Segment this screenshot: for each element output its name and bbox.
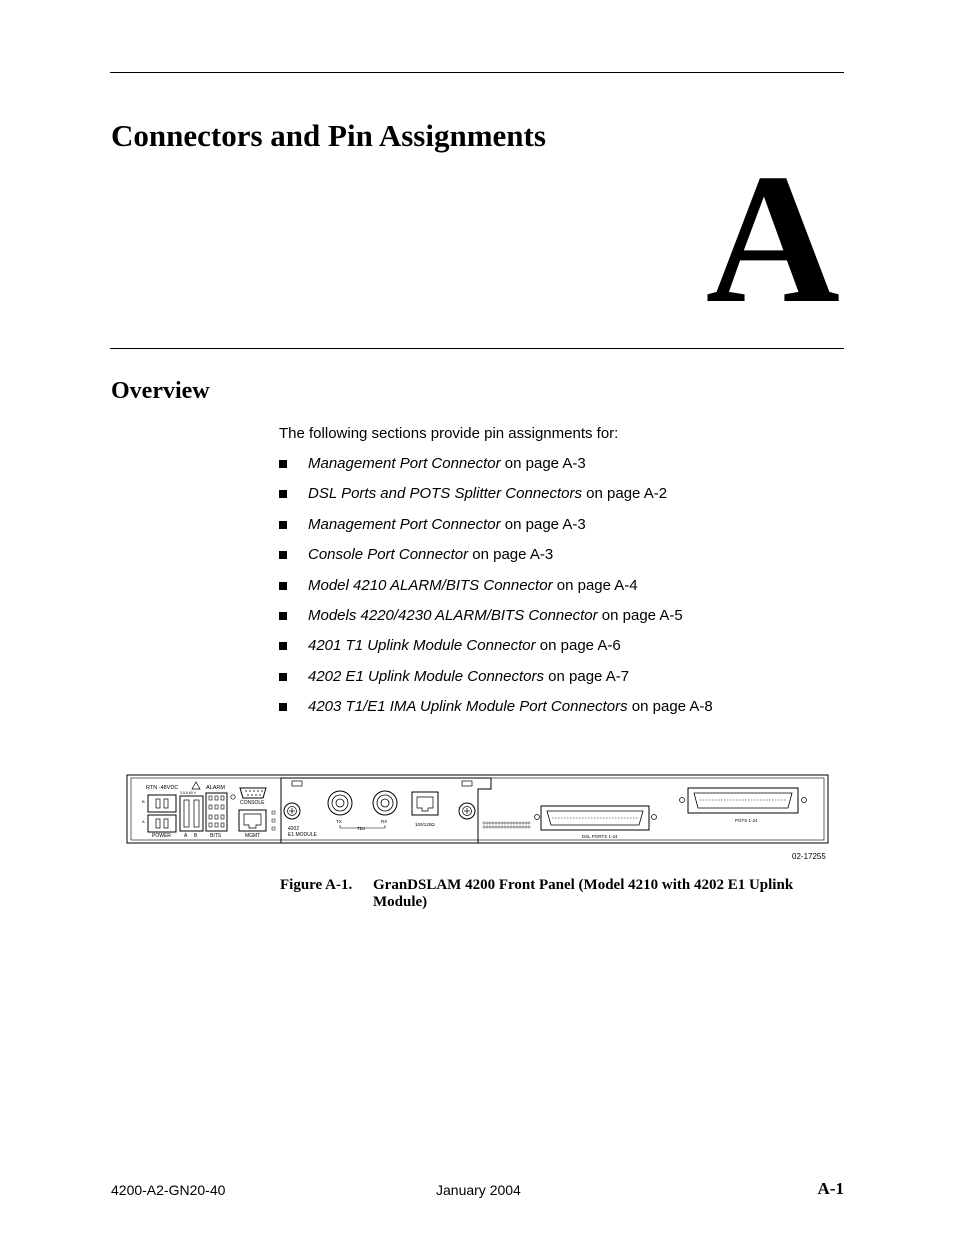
square-bullet-icon: [279, 642, 287, 650]
list-item: [279, 668, 713, 698]
cross-reference-link[interactable]: Models 4220/4230 ALARM/BITS Connector: [308, 606, 598, 624]
console-port: [240, 788, 266, 798]
power-header-label: RTN -48VDC: [146, 785, 179, 791]
svg-text:A: A: [142, 819, 145, 824]
dsl-led-array: [483, 822, 530, 828]
list-item: [279, 698, 713, 728]
console-label: CONSOLE: [240, 800, 265, 806]
square-bullet-icon: [279, 460, 287, 468]
list-item: [279, 516, 713, 546]
cross-reference-link[interactable]: Management Port Connector: [308, 515, 501, 533]
cross-reference-link[interactable]: DSL Ports and POTS Splitter Connectors: [308, 485, 583, 503]
chapter-rule: [110, 348, 844, 349]
fuse-label: 3.0 A 60 V: [180, 791, 196, 795]
list-item: [279, 637, 713, 667]
impedance-label: 100/120Ω: [415, 822, 435, 827]
page-reference: on page A-5: [597, 606, 683, 624]
mgmt-label: MGMT: [245, 833, 261, 839]
warning-triangle-icon: [192, 782, 200, 789]
square-bullet-icon: [279, 612, 287, 620]
square-bullet-icon: [279, 551, 287, 559]
footer-doc-number: 4200-A2-GN20-40: [111, 1182, 226, 1198]
fuse-holder: [180, 796, 203, 831]
section-title: Overview: [111, 378, 210, 404]
top-rule: [110, 72, 844, 73]
cross-reference-link[interactable]: Model 4210 ALARM/BITS Connector: [308, 576, 553, 594]
intro-text: The following sections provide pin assignments for:: [279, 425, 619, 442]
page-reference: on page A-4: [552, 576, 638, 594]
page-reference: on page A-3: [500, 455, 586, 472]
module-model-label: 4202: [288, 826, 300, 832]
list-item: [279, 607, 713, 637]
figure-caption-label: Figure A-1.: [280, 877, 353, 893]
page-reference: on page A-7: [543, 667, 630, 685]
square-bullet-icon: [279, 490, 287, 498]
list-item: [279, 577, 713, 607]
chapter-letter: A: [705, 136, 840, 342]
fuse-b-label: B: [194, 833, 198, 839]
figure-caption-text: GranDSLAM 4200 Front Panel (Model 4210 with 4202 E1 Uplink Module): [373, 877, 794, 910]
cross-reference-link[interactable]: 4203 T1/E1 IMA Uplink Module Port Connectors: [308, 698, 628, 716]
figure-id: 02-17255: [792, 852, 826, 861]
thumbscrew-icon: [459, 803, 475, 819]
square-bullet-icon: [279, 673, 287, 681]
svg-text:B: B: [142, 799, 145, 804]
cross-reference-link[interactable]: Console Port Connector: [308, 546, 469, 564]
e1-rj48-port: [412, 792, 438, 815]
footer-page-number: A-1: [817, 1179, 844, 1198]
square-bullet-icon: [279, 521, 287, 529]
fuse-a-label: A: [184, 833, 188, 839]
bits-label: BITS: [210, 833, 222, 839]
page-reference: on page A-8: [627, 698, 713, 716]
page-reference: on page A-3: [468, 546, 554, 564]
pots-connector: [688, 788, 798, 813]
power-terminal-b: [148, 795, 176, 812]
module-name-label: E1 MODULE: [288, 832, 317, 838]
page-reference: on page A-3: [500, 515, 586, 533]
power-terminal-a: [148, 815, 176, 832]
square-bullet-icon: [279, 582, 287, 590]
rx-label: RX: [381, 819, 388, 824]
list-item: [279, 455, 713, 485]
page-reference: on page A-6: [535, 637, 621, 655]
rx-bnc-connector: [373, 791, 397, 815]
power-label: POWER: [152, 833, 171, 839]
cross-reference-link[interactable]: 4202 E1 Uplink Module Connectors: [308, 667, 544, 685]
alarm-label: ALARM: [206, 785, 225, 791]
cross-reference-link[interactable]: Management Port Connector: [308, 455, 501, 472]
reference-list: [279, 455, 713, 729]
chapter-title: Connectors and Pin Assignments: [111, 118, 546, 153]
list-item: [279, 485, 713, 515]
tbj-label: TBJ: [357, 826, 366, 831]
dsl-ports-label: DSL PORTS 1-24: [582, 834, 618, 839]
thumbscrew-icon: [284, 803, 300, 819]
footer-date: January 2004: [436, 1182, 521, 1198]
tx-bnc-connector: [328, 791, 352, 815]
pots-label: POTS 1-24: [735, 818, 758, 823]
tx-label: TX: [336, 819, 342, 824]
list-item: [279, 546, 713, 576]
square-bullet-icon: [279, 703, 287, 711]
page-reference: on page A-2: [582, 485, 668, 503]
led-indicator: [231, 795, 235, 799]
front-panel-figure: [126, 773, 830, 847]
cross-reference-link[interactable]: 4201 T1 Uplink Module Connector: [308, 637, 536, 655]
